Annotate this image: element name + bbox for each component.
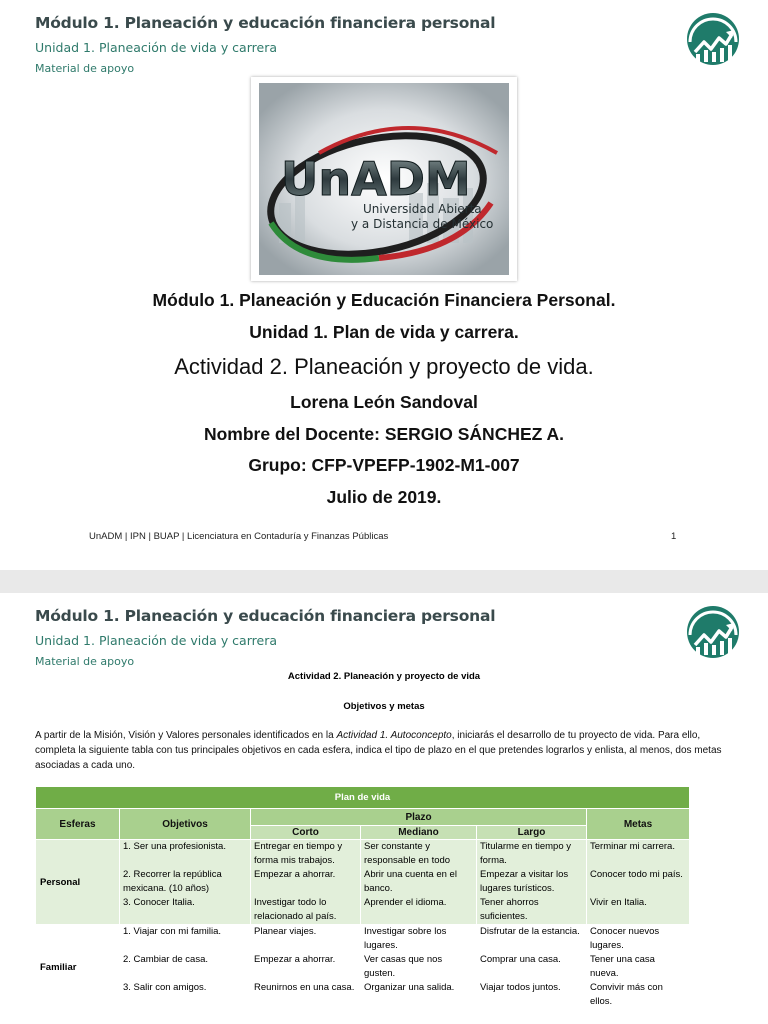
list-item: 1. Ser una profesionista. — [123, 841, 226, 852]
intro-text-pre: A partir de la Misión, Visión y Valores personales identificados en la — [35, 730, 337, 741]
list-item: Abrir una cuenta en el banco. — [364, 869, 457, 894]
list-item: Comprar una casa. — [480, 954, 561, 965]
list-item: Organizar una salida. — [364, 982, 455, 993]
list-item: Investigar todo lo relacionado al país. — [254, 897, 337, 922]
cover-activity: Actividad 2. Planeación y proyecto de vida. — [174, 354, 594, 379]
page-footer: UnADM | IPN | BUAP | Licenciatura en Contaduría y Finanzas Públicas — [89, 531, 389, 542]
list-item: Convivir más con ellos. — [590, 982, 663, 1007]
cover-group: Grupo: CFP-VPEFP-1902-M1-007 — [248, 455, 520, 475]
header-title: Módulo 1. Planeación y educación financiera personal — [35, 607, 496, 625]
header-corto: Corto — [251, 826, 361, 840]
list-item: Empezar a visitar los lugares turísticos. — [480, 869, 569, 894]
cover-module: Módulo 1. Planeación y Educación Financiera Personal. — [152, 290, 616, 310]
list-item: 3. Conocer Italia. — [123, 897, 195, 908]
esfera-cell: Personal — [36, 840, 120, 925]
growth-chart-icon — [686, 12, 740, 66]
objetivos-cell — [120, 840, 251, 925]
list-item: Empezar a ahorrar. — [254, 869, 336, 880]
list-item: 1. Viajar con mi familia. — [123, 926, 222, 937]
header-subtitle: Unidad 1. Planeación de vida y carrera — [35, 40, 277, 55]
list-item: Tener ahorros suficientes. — [480, 897, 539, 922]
list-item: Empezar a ahorrar. — [254, 954, 336, 965]
list-item: 2. Recorrer la república mexicana. (10 años) — [123, 869, 222, 894]
table-caption: Plan de vida — [36, 787, 690, 809]
mediano-cell — [361, 840, 477, 925]
list-item: Planear viajes. — [254, 926, 317, 937]
cover-teacher: Nombre del Docente: SERGIO SÁNCHEZ A. — [203, 424, 565, 444]
header-metas: Metas — [587, 809, 690, 840]
cover-unit: Unidad 1. Plan de vida y carrera. — [249, 322, 519, 342]
header-material: Material de apoyo — [35, 655, 135, 668]
list-item: Entregar en tiempo y forma mis trabajos. — [254, 841, 343, 866]
header-mediano: Mediano — [361, 826, 477, 840]
metas-cell — [587, 840, 690, 925]
corto-cell — [251, 925, 361, 1010]
list-item: Investigar sobre los lugares. — [364, 926, 447, 951]
largo-cell — [477, 925, 587, 1010]
objetivos-cell — [120, 925, 251, 1010]
table-row — [36, 925, 690, 1010]
cover-student: Lorena León Sandoval — [290, 392, 478, 412]
cover-date: Julio de 2019. — [326, 487, 442, 507]
list-item: 3. Salir con amigos. — [123, 982, 207, 993]
list-item: Viajar todos juntos. — [480, 982, 561, 993]
banner-tagline-1: Universidad Abierta — [363, 202, 482, 216]
header-plazo: Plazo — [251, 809, 587, 826]
list-item: Aprender el idioma. — [364, 897, 447, 908]
intro-text-post: , iniciarás el desarrollo de tu proyecto de vida. Para ello, completa la siguiente tabla con tus principales objetivos en cada esfera, indica el tipo de plazo en el que pretendes lograrlos y enlista, al menos, dos metas asociadas a cada uno. — [35, 730, 722, 771]
corto-cell — [251, 840, 361, 925]
largo-cell — [477, 840, 587, 925]
mediano-cell — [361, 925, 477, 1010]
esfera-cell: Familiar — [36, 925, 120, 1010]
list-item: 2. Cambiar de casa. — [123, 954, 209, 965]
unadm-banner — [251, 77, 517, 281]
intro-paragraph — [35, 728, 733, 773]
page-number: 1 — [671, 531, 677, 542]
table-row — [36, 840, 690, 925]
list-item: Reunirnos en una casa. — [254, 982, 355, 993]
unadm-logo-image — [259, 83, 509, 275]
header-largo: Largo — [477, 826, 587, 840]
header-subtitle: Unidad 1. Planeación de vida y carrera — [35, 633, 277, 648]
banner-tagline-2: y a Distancia de México — [351, 217, 494, 231]
list-item: Conocer todo mi país. — [590, 869, 683, 880]
list-item: Tener una casa nueva. — [590, 954, 655, 979]
plan-table — [35, 786, 690, 1010]
list-item: Terminar mi carrera. — [590, 841, 675, 852]
list-item: Titularme en tiempo y forma. — [480, 841, 571, 866]
activity-page — [0, 593, 768, 1024]
activity-title: Actividad 2. Planeación y proyecto de vida — [287, 671, 481, 682]
header-material: Material de apoyo — [35, 62, 135, 75]
section-title: Objetivos y metas — [343, 701, 425, 712]
list-item: Disfrutar de la estancia. — [480, 926, 580, 937]
header-title: Módulo 1. Planeación y educación financiera personal — [35, 14, 496, 32]
header-objetivos: Objetivos — [120, 809, 251, 840]
metas-cell — [587, 925, 690, 1010]
list-item: Ver casas que nos gusten. — [364, 954, 443, 979]
list-item: Vivir en Italia. — [590, 897, 647, 908]
banner-brand: UnADM — [281, 152, 471, 206]
header-esferas: Esferas — [36, 809, 120, 840]
intro-text-italic: Actividad 1. Autoconcepto — [336, 730, 452, 741]
growth-chart-icon — [686, 605, 740, 659]
list-item: Ser constante y responsable en todo — [364, 841, 451, 866]
list-item: Conocer nuevos lugares. — [590, 926, 660, 951]
